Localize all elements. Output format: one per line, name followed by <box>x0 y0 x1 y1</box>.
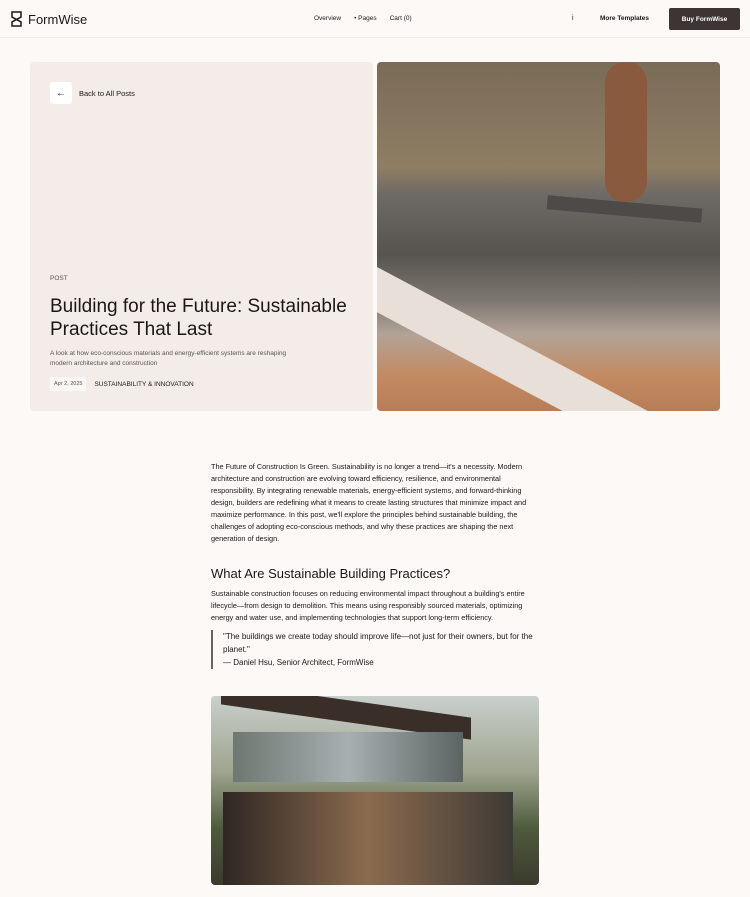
section-paragraph: Sustainable construction focuses on reducing environmental impact throughout a building's entire lifecycle—from design to demolition. This means using responsibly sourced materials, optimizing energy and water use, and implementing technologies that support long-term efficiency. <box>211 589 525 622</box>
article-body <box>211 461 539 669</box>
arrow-left-icon: ← <box>50 82 72 104</box>
nav-cart[interactable]: Cart (0) <box>389 15 412 22</box>
more-templates-link[interactable]: More Templates <box>600 15 650 22</box>
hero-image <box>377 62 720 411</box>
upper-floor-shape <box>233 732 463 782</box>
brand-name: FormWise <box>28 11 88 27</box>
back-to-posts-link[interactable] <box>50 82 135 104</box>
quote-attribution: — Daniel Hsu, Senior Architect, FormWise <box>223 658 374 667</box>
info-icon[interactable]: i <box>572 15 574 22</box>
back-label: Back to All Posts <box>79 88 135 98</box>
intro-paragraph: The Future of Construction Is Green. Sustainability is no longer a trend—it's a necessity. Modern architecture and construction are evolving toward efficiency, resilience, and environmental responsibility. By integrating renewable materials, energy-efficient systems, and forward-thinking design, builders are redefining what it means to create lasting structures that minimize impact and maximize performance. In this post, we'll explore the principles behind sustainable building, the challenges of adopting eco-conscious methods, and why these practices are shaping the next generation of design. <box>211 462 527 543</box>
post-date: Apr 2, 2025 <box>50 377 86 391</box>
nav-overview[interactable]: Overview <box>314 15 342 22</box>
hero-card <box>30 62 373 411</box>
post-category[interactable]: SUSTAINABILITY & INNOVATION <box>94 380 194 388</box>
formwork-board <box>377 267 720 411</box>
post-meta <box>50 377 194 391</box>
buy-button[interactable]: Buy FormWise <box>669 8 740 30</box>
page-title: Building for the Future: Sustainable Practices That Last <box>50 296 347 340</box>
house-image <box>211 696 539 885</box>
post-label: POST <box>50 275 68 282</box>
hand-shape <box>605 62 647 202</box>
logo-icon <box>10 11 23 27</box>
post-subtitle: A look at how eco-conscious materials and energy-efficient systems are reshaping modern architecture and construction <box>50 350 287 367</box>
main-nav <box>314 15 412 22</box>
nav-pages[interactable]: • Pages <box>354 15 377 22</box>
brand-logo[interactable] <box>10 11 87 27</box>
header <box>0 0 750 38</box>
quote-text: "The buildings we create today should improve life—not just for their owners, but for the planet." <box>223 632 533 654</box>
lower-floor-shape <box>223 792 513 885</box>
section-heading: What Are Sustainable Building Practices? <box>211 566 451 581</box>
pull-quote <box>211 630 539 669</box>
